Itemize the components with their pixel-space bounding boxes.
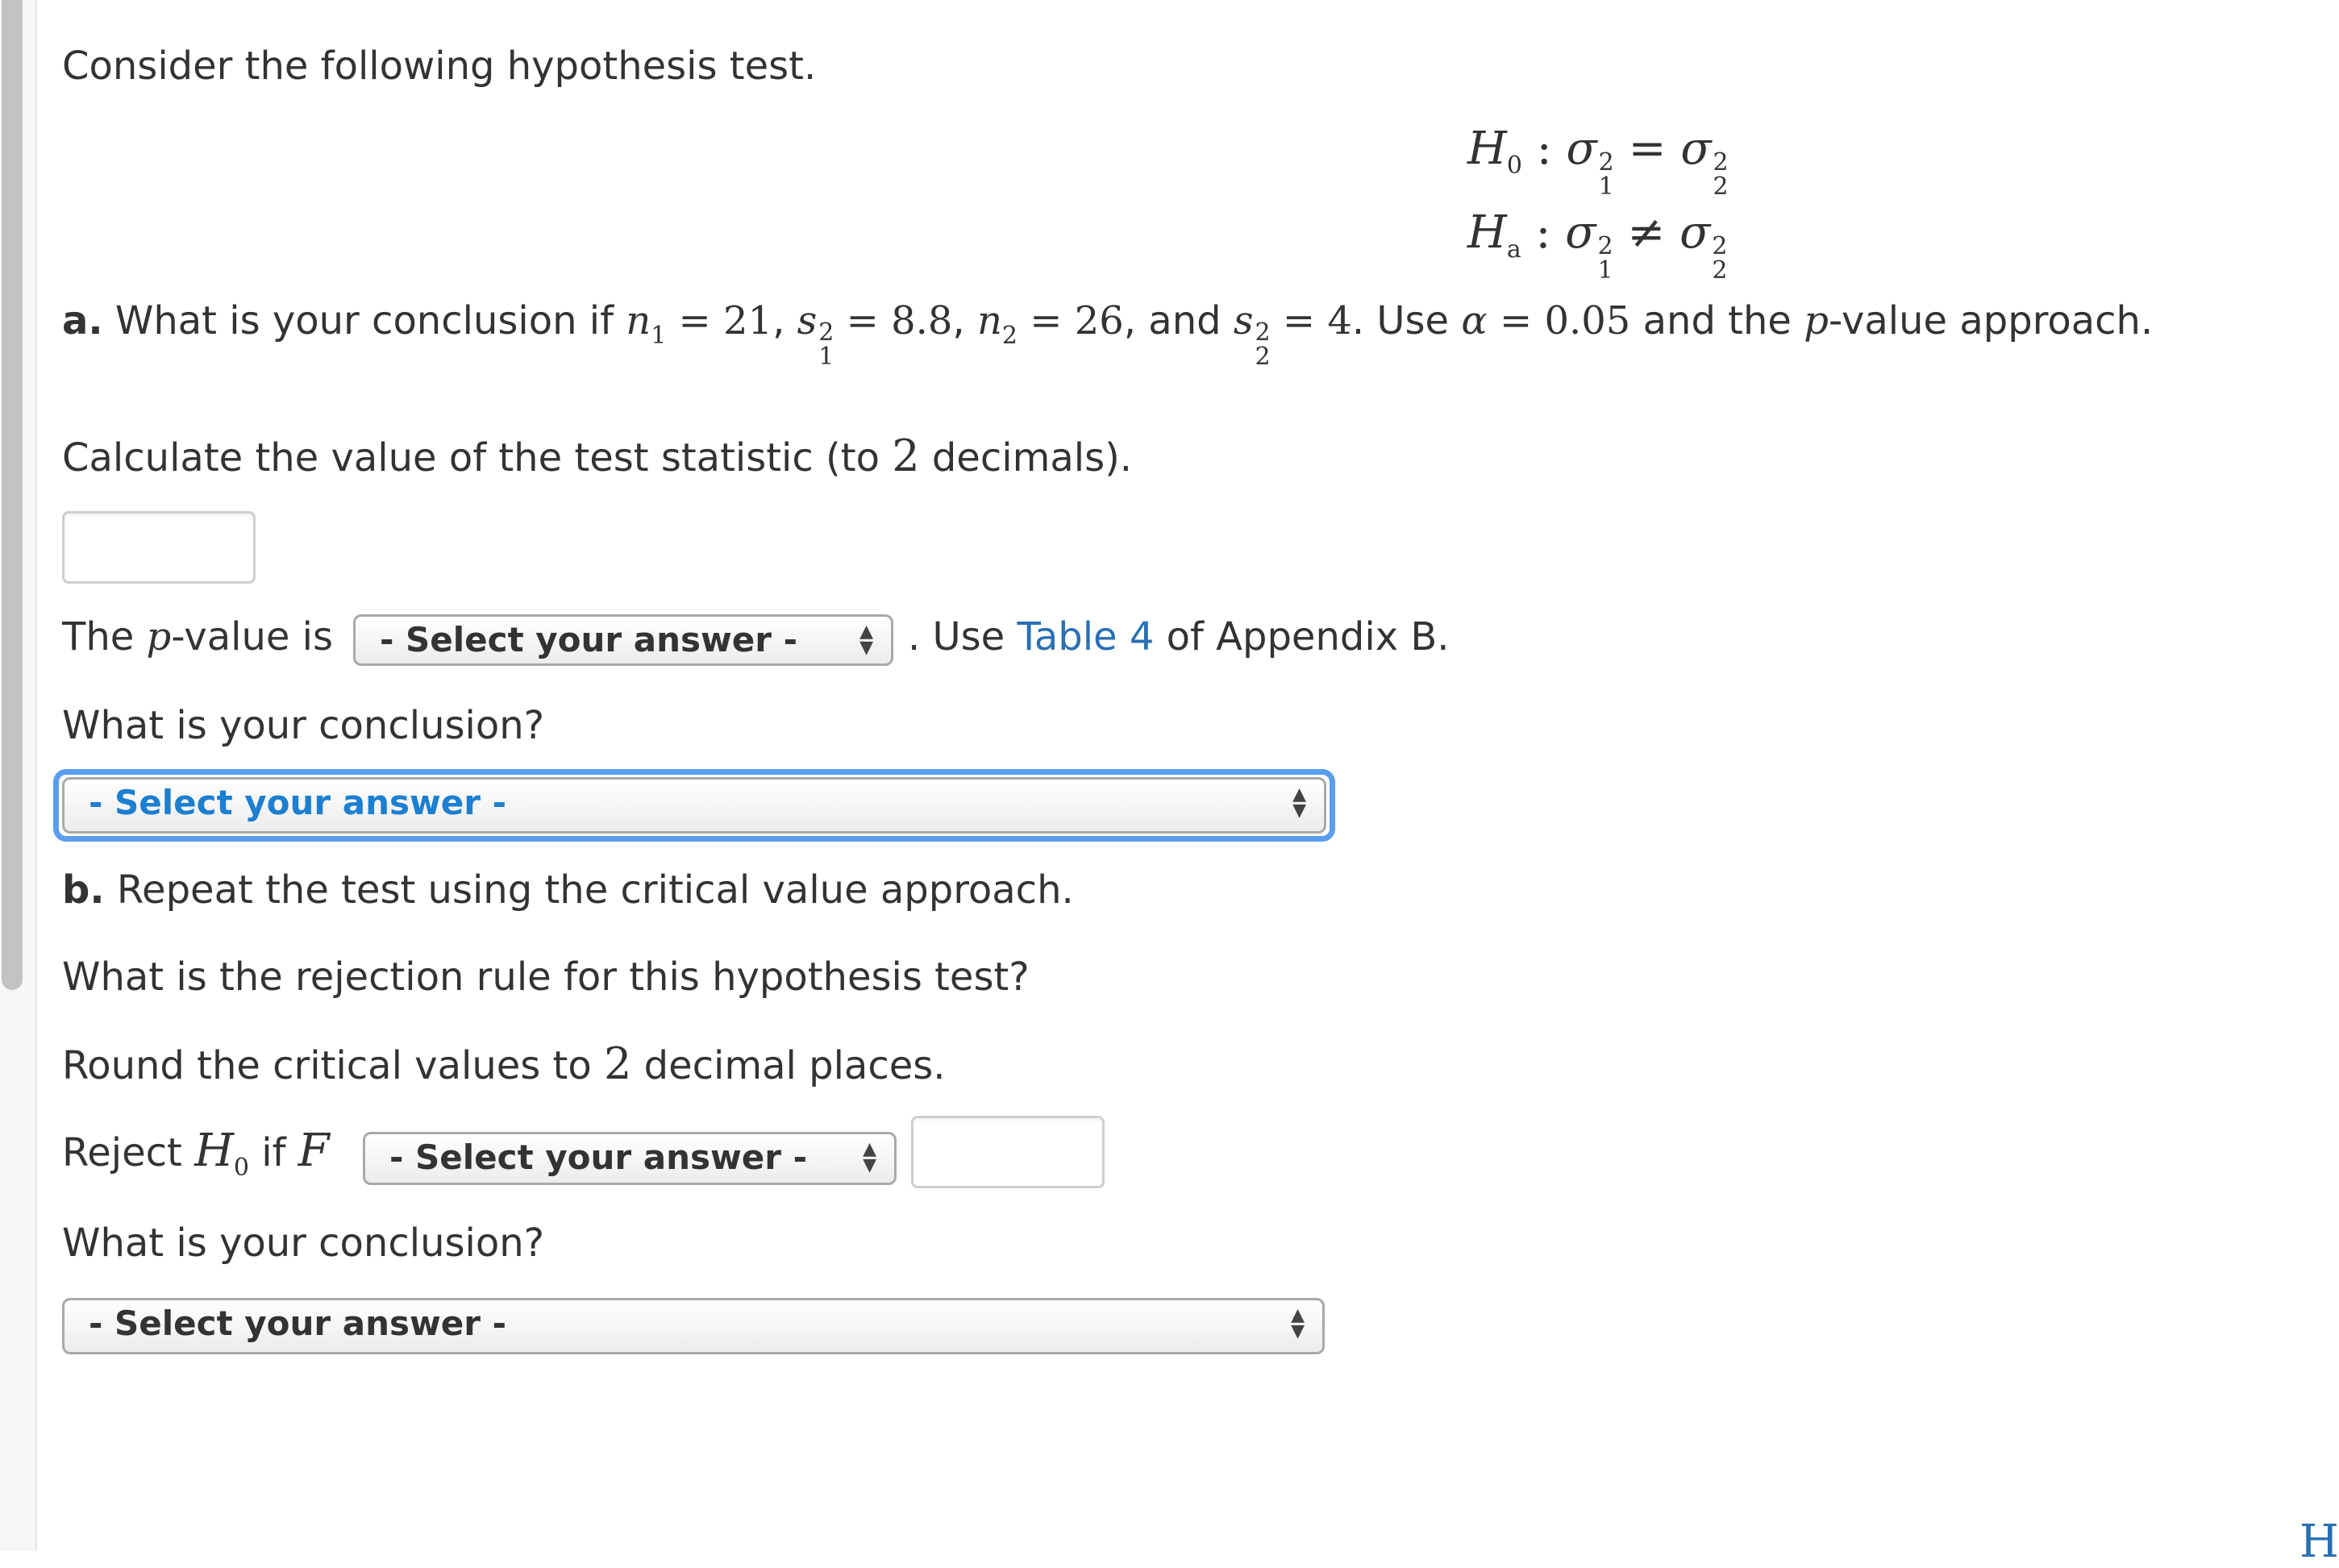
select-arrows-icon: ▲ ▼ [1292,784,1306,821]
calculate-instruction: Calculate the value of the test statistic (to 2 decimals). [62,430,1133,481]
rejection-rule-question: What is the rejection rule for this hypothesis test? [62,955,1030,1000]
conclusion-question-a: What is your conclusion? [62,703,545,748]
critical-value-input[interactable] [911,1116,1105,1188]
pvalue-label: The p-value is [62,614,334,659]
select-arrows-icon: ▲ ▼ [859,622,873,658]
alternative-hypothesis: $H_a$ : σ 2 1 ≠ σ 2 2 [1467,206,1728,285]
conclusion-question-b: What is your conclusion? [62,1221,545,1266]
scrollbar-thumb[interactable] [2,0,23,990]
part-b-question: b. Repeat the test using the critical value approach. [62,867,1074,913]
conclusion-a-select[interactable]: - Select your answer - ▲ ▼ [62,777,1326,834]
rejection-operator-select[interactable]: - Select your answer - ▲ ▼ [363,1132,897,1185]
table-4-link[interactable]: Table 4 [1017,614,1155,659]
round-instruction: Round the critical values to 2 decimal places. [62,1038,946,1089]
select-arrows-icon: ▲ ▼ [1291,1305,1305,1341]
null-hypothesis: $H_0$ : σ 2 1 = σ 2 2 [1467,123,1729,201]
conclusion-b-select[interactable]: - Select your answer - ▲ ▼ [62,1298,1325,1354]
corner-link-glyph[interactable]: H [2299,1516,2339,1568]
reject-rule-label: Reject $H_0$ if F [62,1125,330,1182]
test-statistic-input[interactable] [62,511,256,584]
scrollbar-track[interactable] [0,0,37,1551]
pvalue-select[interactable]: - Select your answer - ▲ ▼ [353,614,893,666]
part-a-question: a. What is your conclusion if $n_1 = 21$, s 2 1 = 8.8, $n_2 = 26$, and s 2 2 = 4. Use α = 0.05 and the p-value approach. [62,298,2154,371]
intro-text: Consider the following hypothesis test. [62,44,817,89]
select-arrows-icon: ▲ ▼ [863,1139,876,1175]
table-reference: . Use Table 4 of Appendix B. [908,614,1450,659]
